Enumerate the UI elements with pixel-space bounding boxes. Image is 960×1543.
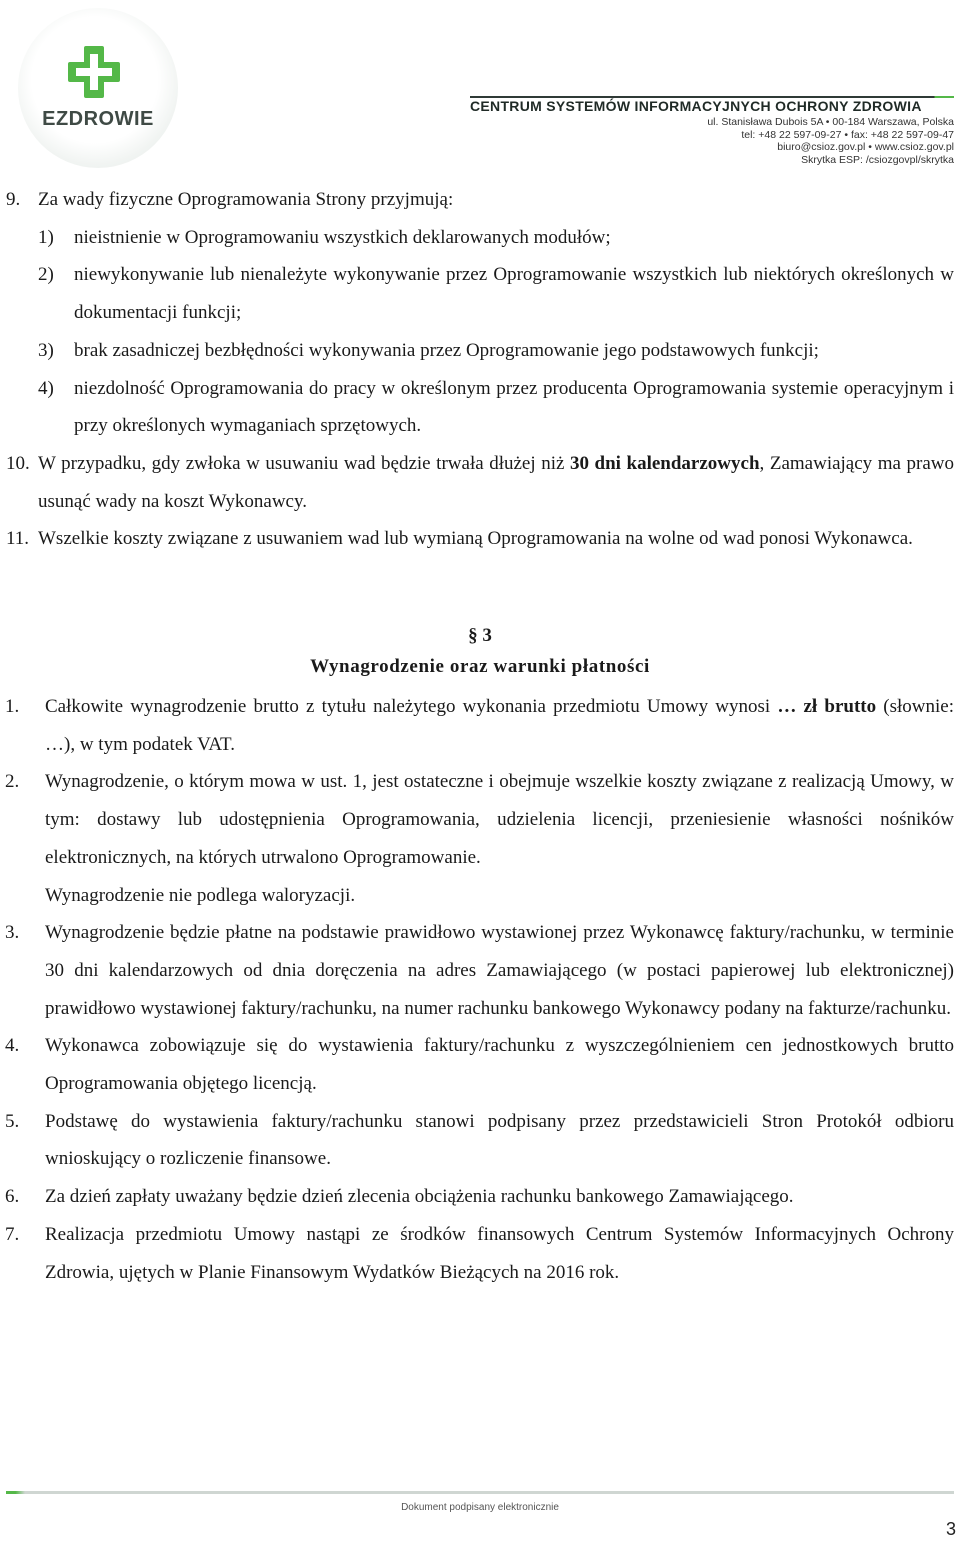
list-item [0, 688, 960, 763]
list-item [0, 1178, 960, 1216]
item-number: 5. [5, 1110, 20, 1132]
item-number: 3. [5, 922, 20, 944]
item-number: 10. [6, 452, 30, 474]
item-text: niewykonywanie lub nienależyte wykonywanie przez Oprogramowanie wszystkich lub niektórych określonych w dokumentacji funkcji; [74, 264, 954, 324]
section-heading [0, 620, 960, 682]
item-number: 2. [5, 771, 20, 793]
item-text: Podstawę do wystawienia faktury/rachunku stanowi podpisany przez przedstawicieli Stron Protokół odbioru wnioskujący o rozliczenie finansowe. [45, 1110, 954, 1170]
contact-esp: Skrytka ESP: /csiozgovpl/skrytka [801, 153, 954, 166]
contact-phone: tel: +48 22 597-09-27 • fax: +48 22 597-09-47 [741, 128, 954, 141]
list-item [0, 520, 960, 558]
organization-name: CENTRUM SYSTEMÓW INFORMACYJNYCH OCHRONY ZDROWIA [470, 98, 922, 114]
list-item [0, 1027, 960, 1102]
item-number: 2) [38, 264, 54, 286]
item-number: 4. [5, 1035, 20, 1057]
item-text: Za dzień zapłaty uważany będzie dzień zlecenia obciążenia rachunku bankowego Zamawiającego. [45, 1186, 794, 1208]
page-number: 3 [945, 1519, 956, 1539]
bold-term: … zł brutto [777, 696, 877, 718]
item-number: 7. [5, 1223, 20, 1245]
item-text: Wynagrodzenie będzie płatne na podstawie prawidłowo wystawionej przez Wykonawcę faktury/rachunku, w terminie 30 dni kalendarzowych od dnia doręczenia na adres Zamawiającego (w postaci papierowej lub elektronicznej) prawidłowo wystawionej faktury/rachunku, na numer rachunku bankowego Wykonawcy podany na fakturze/rachunku. [45, 922, 954, 1019]
item-number: 1) [38, 226, 54, 248]
list-item [0, 1103, 960, 1178]
list-item [0, 219, 960, 257]
item-text: Całkowite wynagrodzenie brutto z tytułu należytego wykonania przedmiotu Umowy wynosi … zł brutto (słownie: …), w tym podatek VAT. [45, 696, 954, 755]
list-item [0, 370, 960, 445]
logo-wordmark: EZDROWIE [42, 108, 154, 130]
section-sign: § 3 [468, 625, 492, 647]
page-header [0, 0, 960, 178]
contact-block [700, 116, 954, 166]
list-item [0, 914, 960, 1027]
list-item [0, 332, 960, 370]
list-item [0, 256, 960, 331]
signature-note: Dokument podpisany elektronicznie [401, 1502, 559, 1513]
item-number: 4) [38, 377, 54, 399]
list-item [0, 181, 960, 219]
green-cross-icon [66, 44, 122, 100]
item-text: nieistnienie w Oprogramowaniu wszystkich deklarowanych modułów; [74, 226, 611, 248]
item-text: Wynagrodzenie, o którym mowa w ust. 1, jest ostateczne i obejmuje wszelkie koszty związane z realizacją Umowy, w tym: dostawy lub udostępnienia Oprogramowania, udzielenia licencji, przeniesienie własności nośników elektronicznych, na których utrwalono Oprogramowanie. [45, 771, 954, 868]
item-number: 6. [5, 1186, 20, 1208]
list-item [0, 1216, 960, 1291]
bold-term: 30 dni kalendarzowych [569, 452, 760, 474]
item-text: W przypadku, gdy zwłoka w usuwaniu wad będzie trwała dłużej niż 30 dni kalendarzowych, Zamawiający ma prawo usunąć wady na koszt Wykonawcy. [38, 452, 954, 512]
list-item [0, 445, 960, 520]
item-text: niezdolność Oprogramowania do pracy w określonym przez producenta Oprogramowania systemie operacyjnym i przy określonych wymaganiach sprzętowych. [74, 377, 954, 437]
item-text: Za wady fizyczne Oprogramowania Strony przyjmują: [38, 189, 454, 210]
contact-address: ul. Stanisława Dubois 5A • 00-184 Warszawa, Polska [707, 116, 954, 128]
item-number: 1. [5, 696, 20, 718]
item-text: Realizacja przedmiotu Umowy nastąpi ze środków finansowych Centrum Systemów Informacyjnych Ochrony Zdrowia, ujętych w Planie Finansowym Wydatków Bieżących na 2016 rok. [45, 1223, 954, 1283]
footer-rule [6, 1491, 954, 1494]
list-item [0, 763, 960, 914]
item-number: 11. [6, 528, 30, 550]
document-body [0, 181, 960, 1291]
item-number: 3) [38, 339, 54, 361]
item-number: 9. [6, 189, 21, 210]
item-text-continued: Wynagrodzenie nie podlega waloryzacji. [45, 884, 356, 906]
item-text: Wykonawca zobowiązuje się do wystawienia faktury/rachunku z wyszczególnieniem cen jednostkowych brutto Oprogramowania objętego licencją. [45, 1035, 954, 1095]
section-title: Wynagrodzenie oraz warunki płatności [310, 656, 650, 678]
item-text: Wszelkie koszty związane z usuwaniem wad lub wymianą Oprogramowania na wolne od wad ponosi Wykonawca. [38, 528, 913, 550]
item-text: brak zasadniczej bezbłędności wykonywania przez Oprogramowanie jego podstawowych funkcji; [74, 339, 819, 361]
contact-email: biuro@csioz.gov.pl • www.csioz.gov.pl [777, 141, 954, 153]
